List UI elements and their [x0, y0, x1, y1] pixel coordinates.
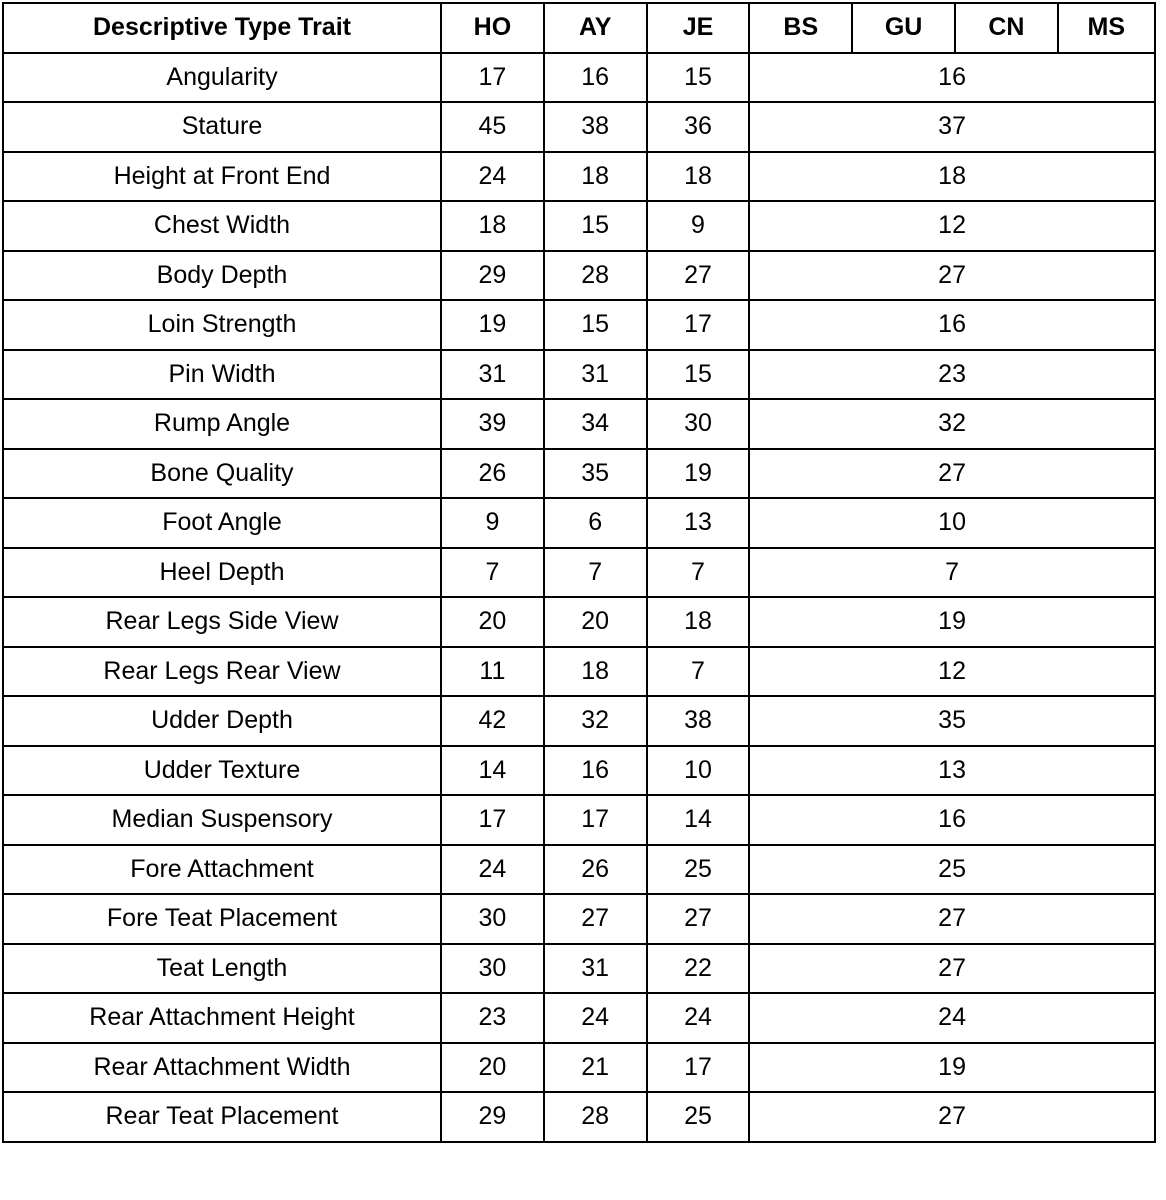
cell-je: 13 — [647, 498, 750, 548]
table-row — [3, 746, 1155, 796]
cell-ay: 31 — [544, 944, 647, 994]
table-row — [3, 102, 1155, 152]
cell-trait: Fore Teat Placement — [3, 894, 441, 944]
header-gu: GU — [852, 3, 955, 53]
cell-ho: 26 — [441, 449, 544, 499]
cell-combined-bs-gu-cn-ms: 13 — [749, 746, 1154, 796]
table-row — [3, 894, 1155, 944]
cell-combined-bs-gu-cn-ms: 12 — [749, 647, 1154, 697]
cell-ho: 9 — [441, 498, 544, 548]
header-je: JE — [647, 3, 750, 53]
table-row — [3, 498, 1155, 548]
cell-combined-bs-gu-cn-ms: 7 — [749, 548, 1154, 598]
cell-ho: 29 — [441, 251, 544, 301]
cell-je: 24 — [647, 993, 750, 1043]
cell-combined-bs-gu-cn-ms: 12 — [749, 201, 1154, 251]
table-row — [3, 1092, 1155, 1142]
cell-trait: Median Suspensory — [3, 795, 441, 845]
cell-je: 18 — [647, 597, 750, 647]
header-ms: MS — [1058, 3, 1155, 53]
header-ay: AY — [544, 3, 647, 53]
cell-ho: 20 — [441, 1043, 544, 1093]
cell-combined-bs-gu-cn-ms: 19 — [749, 597, 1154, 647]
cell-ay: 16 — [544, 53, 647, 103]
cell-ho: 17 — [441, 53, 544, 103]
cell-ho: 31 — [441, 350, 544, 400]
cell-trait: Body Depth — [3, 251, 441, 301]
header-cn: CN — [955, 3, 1058, 53]
table-row — [3, 993, 1155, 1043]
cell-ay: 18 — [544, 647, 647, 697]
cell-je: 36 — [647, 102, 750, 152]
cell-ay: 21 — [544, 1043, 647, 1093]
cell-trait: Rear Legs Side View — [3, 597, 441, 647]
cell-ay: 7 — [544, 548, 647, 598]
cell-ho: 7 — [441, 548, 544, 598]
cell-ho: 30 — [441, 894, 544, 944]
cell-ay: 15 — [544, 201, 647, 251]
cell-ay: 38 — [544, 102, 647, 152]
cell-je: 18 — [647, 152, 750, 202]
cell-je: 15 — [647, 53, 750, 103]
cell-je: 22 — [647, 944, 750, 994]
cell-combined-bs-gu-cn-ms: 24 — [749, 993, 1154, 1043]
cell-ho: 20 — [441, 597, 544, 647]
cell-ho: 23 — [441, 993, 544, 1043]
cell-ay: 6 — [544, 498, 647, 548]
cell-ay: 31 — [544, 350, 647, 400]
cell-ay: 28 — [544, 1092, 647, 1142]
cell-ay: 34 — [544, 399, 647, 449]
cell-ho: 30 — [441, 944, 544, 994]
cell-combined-bs-gu-cn-ms: 27 — [749, 944, 1154, 994]
cell-ho: 39 — [441, 399, 544, 449]
cell-ho: 14 — [441, 746, 544, 796]
cell-ho: 17 — [441, 795, 544, 845]
cell-trait: Pin Width — [3, 350, 441, 400]
cell-ho: 29 — [441, 1092, 544, 1142]
table-row — [3, 399, 1155, 449]
cell-combined-bs-gu-cn-ms: 35 — [749, 696, 1154, 746]
cell-je: 9 — [647, 201, 750, 251]
cell-combined-bs-gu-cn-ms: 19 — [749, 1043, 1154, 1093]
cell-ay: 27 — [544, 894, 647, 944]
cell-trait: Rump Angle — [3, 399, 441, 449]
cell-ho: 24 — [441, 845, 544, 895]
cell-ho: 45 — [441, 102, 544, 152]
cell-ay: 16 — [544, 746, 647, 796]
cell-trait: Heel Depth — [3, 548, 441, 598]
cell-ay: 32 — [544, 696, 647, 746]
cell-trait: Loin Strength — [3, 300, 441, 350]
cell-trait: Height at Front End — [3, 152, 441, 202]
cell-ho: 24 — [441, 152, 544, 202]
cell-combined-bs-gu-cn-ms: 18 — [749, 152, 1154, 202]
cell-trait: Foot Angle — [3, 498, 441, 548]
table-header — [3, 3, 1155, 53]
header-row — [3, 3, 1155, 53]
cell-combined-bs-gu-cn-ms: 25 — [749, 845, 1154, 895]
cell-trait: Angularity — [3, 53, 441, 103]
cell-je: 27 — [647, 251, 750, 301]
cell-ay: 24 — [544, 993, 647, 1043]
cell-ay: 18 — [544, 152, 647, 202]
cell-je: 30 — [647, 399, 750, 449]
table-row — [3, 1043, 1155, 1093]
cell-ho: 42 — [441, 696, 544, 746]
cell-trait: Rear Attachment Width — [3, 1043, 441, 1093]
cell-je: 15 — [647, 350, 750, 400]
cell-trait: Rear Legs Rear View — [3, 647, 441, 697]
cell-je: 27 — [647, 894, 750, 944]
table-row — [3, 300, 1155, 350]
cell-ho: 19 — [441, 300, 544, 350]
cell-combined-bs-gu-cn-ms: 16 — [749, 53, 1154, 103]
cell-trait: Rear Teat Placement — [3, 1092, 441, 1142]
cell-je: 7 — [647, 647, 750, 697]
cell-je: 25 — [647, 1092, 750, 1142]
cell-ho: 11 — [441, 647, 544, 697]
table-row — [3, 251, 1155, 301]
cell-combined-bs-gu-cn-ms: 16 — [749, 795, 1154, 845]
cell-combined-bs-gu-cn-ms: 27 — [749, 449, 1154, 499]
cell-combined-bs-gu-cn-ms: 37 — [749, 102, 1154, 152]
cell-combined-bs-gu-cn-ms: 10 — [749, 498, 1154, 548]
cell-combined-bs-gu-cn-ms: 27 — [749, 251, 1154, 301]
header-trait: Descriptive Type Trait — [3, 3, 441, 53]
cell-je: 14 — [647, 795, 750, 845]
cell-je: 38 — [647, 696, 750, 746]
table-row — [3, 548, 1155, 598]
table-row — [3, 944, 1155, 994]
table-row — [3, 647, 1155, 697]
cell-je: 19 — [647, 449, 750, 499]
table-row — [3, 152, 1155, 202]
cell-ay: 28 — [544, 251, 647, 301]
table-row — [3, 350, 1155, 400]
cell-combined-bs-gu-cn-ms: 16 — [749, 300, 1154, 350]
header-bs: BS — [749, 3, 852, 53]
cell-ay: 35 — [544, 449, 647, 499]
cell-je: 7 — [647, 548, 750, 598]
cell-combined-bs-gu-cn-ms: 32 — [749, 399, 1154, 449]
cell-trait: Stature — [3, 102, 441, 152]
cell-je: 25 — [647, 845, 750, 895]
table-row — [3, 597, 1155, 647]
cell-je: 17 — [647, 1043, 750, 1093]
table-row — [3, 53, 1155, 103]
table-row — [3, 201, 1155, 251]
cell-combined-bs-gu-cn-ms: 27 — [749, 1092, 1154, 1142]
cell-trait: Bone Quality — [3, 449, 441, 499]
cell-combined-bs-gu-cn-ms: 27 — [749, 894, 1154, 944]
cell-ho: 18 — [441, 201, 544, 251]
cell-trait: Fore Attachment — [3, 845, 441, 895]
cell-ay: 26 — [544, 845, 647, 895]
cell-trait: Udder Texture — [3, 746, 441, 796]
trait-table — [2, 2, 1156, 1143]
header-ho: HO — [441, 3, 544, 53]
cell-ay: 20 — [544, 597, 647, 647]
cell-je: 17 — [647, 300, 750, 350]
cell-trait: Udder Depth — [3, 696, 441, 746]
cell-trait: Rear Attachment Height — [3, 993, 441, 1043]
table-row — [3, 845, 1155, 895]
cell-trait: Chest Width — [3, 201, 441, 251]
table-body — [3, 53, 1155, 1142]
cell-ay: 17 — [544, 795, 647, 845]
cell-je: 10 — [647, 746, 750, 796]
table-row — [3, 449, 1155, 499]
cell-combined-bs-gu-cn-ms: 23 — [749, 350, 1154, 400]
cell-trait: Teat Length — [3, 944, 441, 994]
cell-ay: 15 — [544, 300, 647, 350]
table-row — [3, 795, 1155, 845]
table-row — [3, 696, 1155, 746]
